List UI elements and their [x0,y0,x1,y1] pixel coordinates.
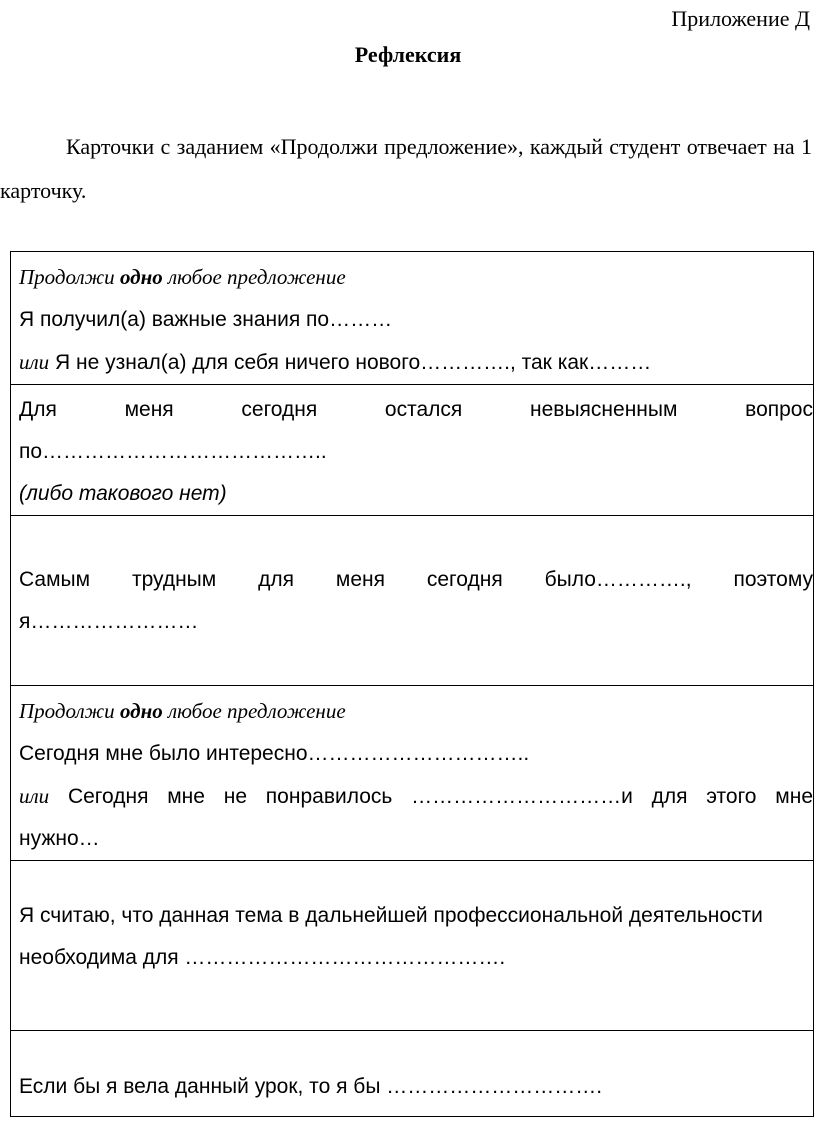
card-2-line-1: Для меня сегодня остался невыясненным вопрос [19,398,813,421]
reflection-cards-table [10,251,814,1117]
card-3-line-2: я…………………… [19,609,199,633]
card-1-prompt: Продолжи одно любое предложение [19,265,346,289]
page-title: Рефлексия [354,42,462,67]
card-4-prompt: Продолжи одно любое предложение [19,699,346,723]
card-2-note: (либо такового нет) [19,482,227,505]
card-4-line-1: Сегодня мне было интересно………………………….. [19,742,530,765]
card-5 [11,861,814,1031]
card-row [11,252,814,385]
appendix-label: Приложение Д [671,6,810,31]
card-row [11,861,814,1031]
card-5-line-2: необходима для ………………………………………. [19,945,506,969]
card-row [11,1031,814,1117]
intro-paragraph: Карточки с заданием «Продолжи предложение», каждый студент отвечает на 1 карточку. [0,134,812,203]
card-row [11,385,814,516]
card-2-line-2: по………………………………….. [19,440,327,463]
card-row [11,516,814,686]
card-1 [11,252,814,385]
card-6 [11,1031,814,1117]
card-2 [11,385,814,516]
card-row [11,686,814,861]
card-3-line-1: Самым трудным для меня сегодня было…………., поэтому [19,567,813,591]
card-1-line-2: или Я не узнал(а) для себя ничего нового…………., так как……… [19,350,652,374]
card-6-line-1: Если бы я вела данный урок, то я бы …………………………. [19,1075,603,1098]
card-1-line-1: Я получил(а) важные знания по……… [19,308,393,331]
card-3 [11,516,814,686]
card-4-line-2: или Сегодня мне не понравилось …………………………и для этого мне [19,784,813,808]
card-5-line-1: Я считаю, что данная тема в дальнейшей профессиональной деятельности [19,903,763,927]
card-4 [11,686,814,861]
card-4-line-3: нужно… [19,827,100,850]
